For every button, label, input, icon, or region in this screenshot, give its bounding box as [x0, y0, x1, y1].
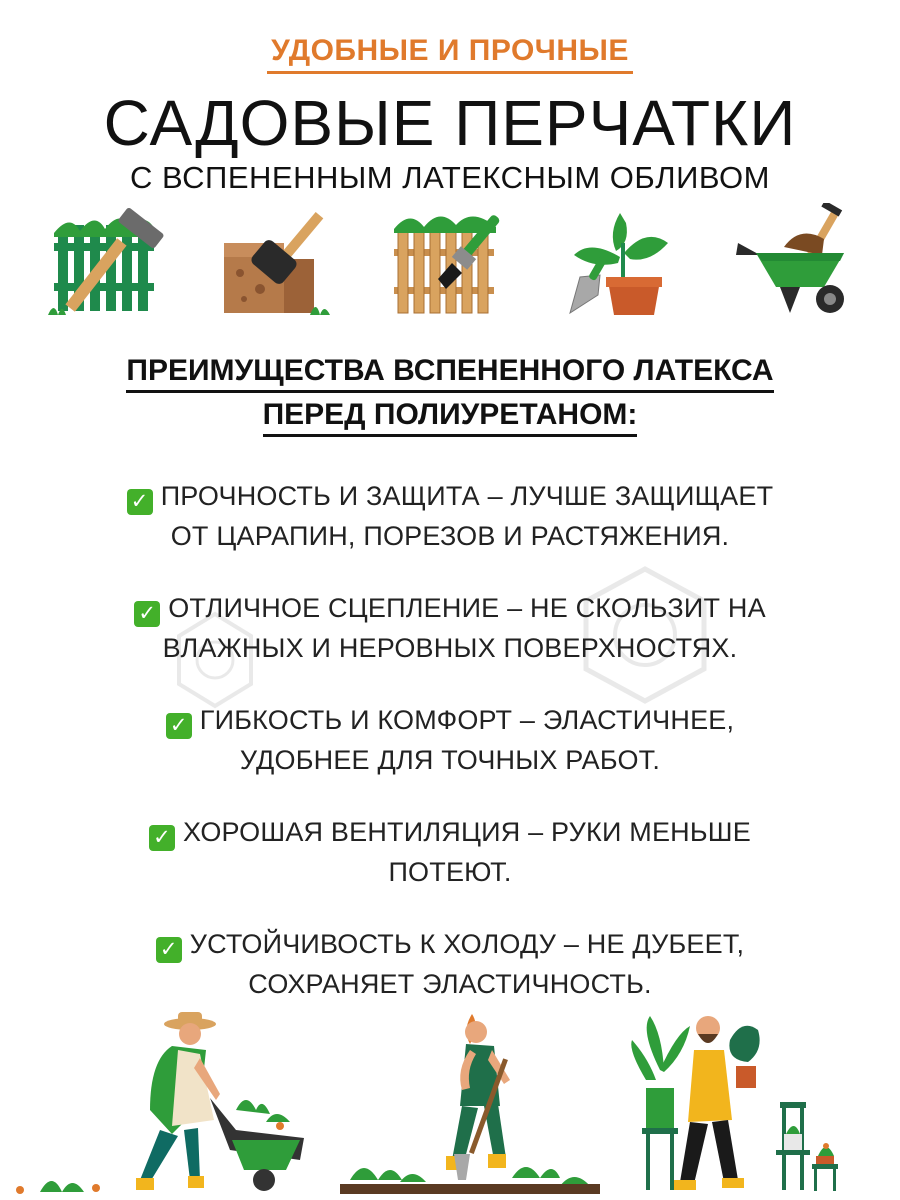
page-subtitle: С ВСПЕНЕННЫМ ЛАТЕКСНЫМ ОБЛИВОМ	[130, 160, 770, 195]
benefit-line1: ГИБКОСТЬ И КОМФОРТ – ЭЛАСТИЧНЕЕ,	[199, 705, 735, 735]
benefit-line1: ПРОЧНОСТЬ И ЗАЩИТА – ЛУЧШЕ ЗАЩИЩАЕТ	[160, 481, 774, 511]
brick-mallet-icon	[210, 203, 350, 318]
benefit-line2: ПОТЕЮТ.	[388, 857, 512, 887]
benefit-line1: ОТЛИЧНОЕ СЦЕПЛЕНИЕ – НЕ СКОЛЬЗИТ НА	[168, 593, 766, 623]
tools-row	[40, 198, 860, 318]
benefit-line1: УСТОЙЧИВОСТЬ К ХОЛОДУ – НЕ ДУБЕЕТ,	[189, 929, 745, 959]
benefit-item	[60, 476, 840, 556]
benefit-line1: ХОРОШАЯ ВЕНТИЛЯЦИЯ – РУКИ МЕНЬШЕ	[183, 817, 751, 847]
check-icon: ✓	[156, 937, 182, 963]
gardener-wheelbarrow-icon	[16, 1012, 304, 1194]
check-icon: ✓	[134, 601, 160, 627]
check-icon: ✓	[166, 713, 192, 739]
gardener-plant-icon	[631, 1016, 838, 1191]
advantages-heading-text-2: ПЕРЕД ПОЛИУРЕТАНОМ:	[263, 398, 638, 437]
advantages-heading-text-1: ПРЕИМУЩЕСТВА ВСПЕНЕННОГО ЛАТЕКСА	[126, 354, 773, 393]
benefit-item	[60, 924, 840, 1004]
benefit-line2: ОТ ЦАРАПИН, ПОРЕЗОВ И РАСТЯЖЕНИЯ.	[170, 521, 730, 551]
fence-hammer-icon	[40, 203, 180, 318]
wheelbarrow-icon	[720, 203, 860, 318]
check-icon: ✓	[127, 489, 153, 515]
gardeners-illustration	[0, 1010, 900, 1200]
subtitle-text: УДОБНЫЕ И ПРОЧНЫЕ	[267, 34, 633, 74]
benefit-item	[60, 700, 840, 780]
benefit-line2: УДОБНЕЕ ДЛЯ ТОЧНЫХ РАБОТ.	[239, 745, 661, 775]
check-icon: ✓	[149, 825, 175, 851]
advantages-heading-line2	[0, 398, 900, 432]
gardener-shovel-icon	[340, 1014, 600, 1194]
fence-brush-icon	[380, 203, 520, 318]
advantages-heading-line1	[0, 354, 900, 388]
benefit-line2: СОХРАНЯЕТ ЭЛАСТИЧНОСТЬ.	[248, 969, 652, 999]
trowel-plant-icon	[550, 203, 690, 318]
benefit-item	[60, 812, 840, 892]
benefit-item	[60, 588, 840, 668]
benefit-line2: ВЛАЖНЫХ И НЕРОВНЫХ ПОВЕРХНОСТЯХ.	[162, 633, 738, 663]
page-title: САДОВЫЕ ПЕРЧАТКИ	[103, 87, 797, 159]
subtitle-top	[0, 34, 900, 68]
